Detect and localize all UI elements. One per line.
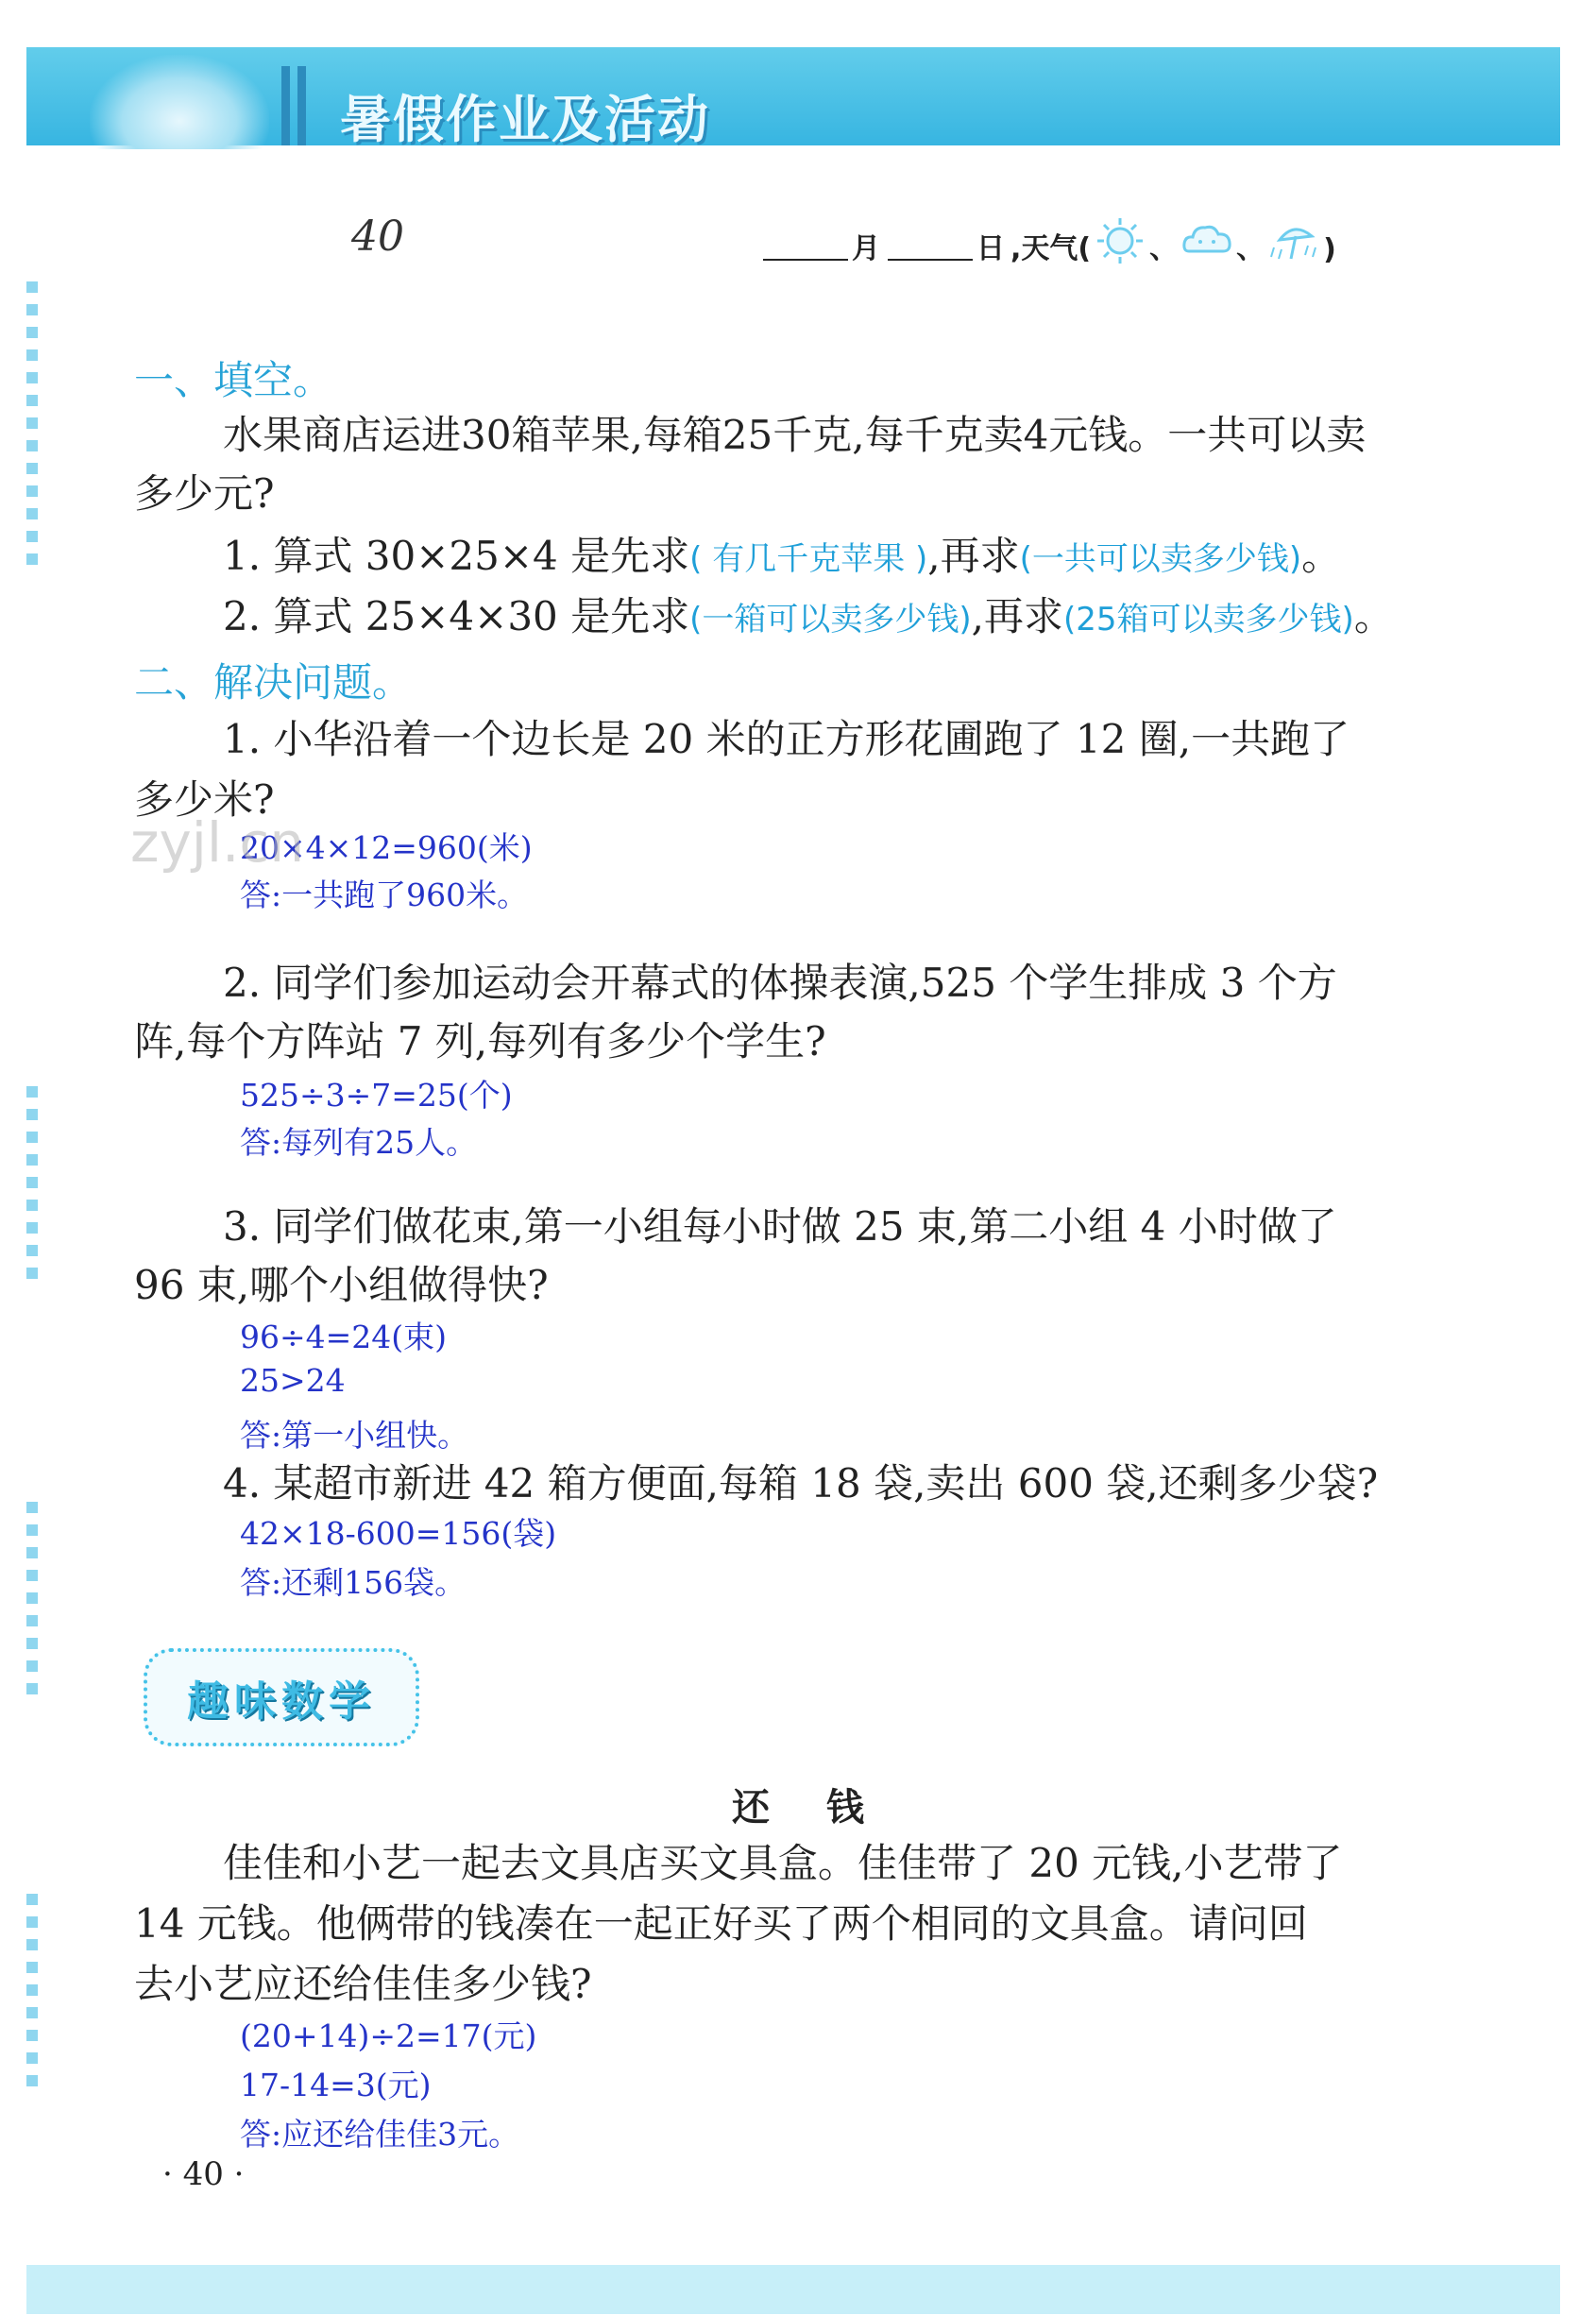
rain-icon: [1266, 215, 1321, 266]
answer-line: 20×4×12=960(米): [240, 829, 533, 866]
separator: 、: [1236, 232, 1265, 265]
answer-blank: (25箱可以卖多少钱): [1063, 601, 1354, 638]
answer-line: 答:还剩156袋。: [240, 1564, 467, 1601]
side-dots: [26, 1086, 38, 1290]
question-text: 2. 算式 25×4×30 是先求: [223, 593, 690, 639]
answer-line: 答:应还给佳佳3元。: [240, 2116, 520, 2153]
section-title-fill-blank: 一、填空。: [134, 357, 333, 403]
section-title-solve: 二、解决问题。: [134, 659, 413, 706]
question-1: [223, 527, 1341, 588]
weather-close: ): [1323, 233, 1336, 266]
side-dots: [26, 1502, 38, 1706]
fun-title: 还钱: [732, 1786, 921, 1830]
fun-math-tag-label: 趣味数学: [187, 1677, 376, 1726]
problem-4-text: 4. 某超市新进 42 箱方便面,每箱 18 袋,卖出 600 袋,还剩多少袋?: [223, 1460, 1379, 1506]
day-blank: [888, 259, 973, 261]
question-text: 。: [1301, 533, 1342, 579]
separator: 、: [1149, 232, 1179, 265]
fun-text: 14 元钱。他俩带的钱凑在一起正好买了两个相同的文具盒。请问回: [134, 1900, 1308, 1947]
answer-line: 答:一共跑了960米。: [240, 877, 529, 913]
answer-blank: (一共可以卖多少钱): [1019, 540, 1302, 578]
day-label: 日: [976, 232, 1005, 265]
month-label: 月: [852, 232, 880, 265]
problem-text: 水果商店运进30箱苹果,每箱25千克,每千克卖4元钱。一共可以卖: [223, 412, 1367, 458]
answer-line: 答:每列有25人。: [240, 1124, 478, 1161]
answer-line: 17-14=3(元): [240, 2067, 432, 2103]
question-text: ,再求: [971, 593, 1064, 639]
answer-line: 96÷4=24(束): [240, 1319, 448, 1355]
answer-line: 42×18-600=156(袋): [240, 1515, 557, 1552]
question-text: ,再求: [927, 533, 1020, 579]
fun-text: 去小艺应还给佳佳多少钱?: [134, 1961, 592, 2007]
side-dots: [26, 1894, 38, 2098]
problem-2-text: 2. 同学们参加运动会开幕式的体操表演,525 个学生排成 3 个方: [223, 960, 1337, 1006]
problem-3-text: 3. 同学们做花束,第一小组每小时做 25 束,第二小组 4 小时做了: [223, 1203, 1337, 1250]
date-weather-line: [763, 215, 1336, 266]
fun-math-tag: [144, 1648, 419, 1746]
banner-bars: [281, 66, 319, 145]
problem-3-text: 96 束,哪个小组做得快?: [134, 1262, 549, 1308]
fun-text: 佳佳和小艺一起去文具店买文具盒。佳佳带了 20 元钱,小艺带了: [223, 1840, 1343, 1886]
answer-line: 25>24: [240, 1362, 346, 1399]
watermark: zyjl.cn: [130, 810, 305, 875]
question-2: [223, 587, 1394, 649]
problem-2-text: 阵,每个方阵站 7 列,每列有多少个学生?: [134, 1018, 826, 1064]
sun-icon: [1093, 215, 1147, 266]
weather-label: ,天气(: [1010, 232, 1092, 265]
month-blank: [763, 259, 848, 261]
answer-blank: ( 有几千克苹果 ): [689, 540, 928, 578]
answer-line: (20+14)÷2=17(元): [240, 2017, 537, 2054]
question-text: 1. 算式 30×25×4 是先求: [223, 533, 690, 579]
side-dots: [26, 281, 38, 576]
bottom-band: [26, 2265, 1560, 2314]
question-text: 。: [1353, 593, 1394, 639]
banner-title: 暑假作业及活动: [340, 90, 710, 149]
problem-1-text: 多少米?: [134, 776, 275, 823]
problem-1-text: 1. 小华沿着一个边长是 20 米的正方形花圃跑了 12 圈,一共跑了: [223, 716, 1350, 762]
lesson-number: 40: [351, 213, 404, 261]
answer-blank: (一箱可以卖多少钱): [689, 601, 972, 638]
problem-text: 多少元?: [134, 470, 275, 517]
answer-line: 答:第一小组快。: [240, 1417, 469, 1454]
banner-decoration: [90, 55, 269, 149]
answer-line: 525÷3÷7=25(个): [240, 1077, 513, 1114]
page-number: · 40 ·: [162, 2155, 245, 2193]
cloud-icon: [1180, 215, 1234, 266]
